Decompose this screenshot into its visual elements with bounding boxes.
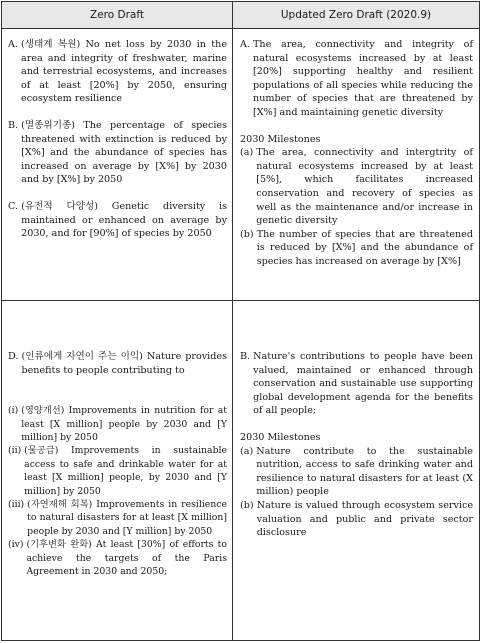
goal-a-zero [8,38,227,106]
column-divider [232,2,233,640]
sub-label: (iii) [8,499,28,511]
comparison-table [1,1,480,641]
goal-label: A. [240,39,254,50]
goal-text: (유전적 다양성) Genetic diversity is maintained or enhanced on average by 2030, and for [90%] of species by 2050 [21,200,227,240]
row2-right-cell [240,350,473,540]
row-divider [2,300,479,301]
header-updated-zero-draft: Updated Zero Draft (2020.9) [280,9,432,21]
milestone-a [240,445,473,499]
goal-label: D. [8,351,22,362]
row2-left-cell [8,350,227,578]
header-zero-draft: Zero Draft [90,9,144,21]
milestone-label: (b) [240,228,257,240]
milestone-label: (b) [240,499,257,511]
goal-label: C. [8,200,22,212]
goal-text: Nature's contributions to people have been valued, maintained or enhanced through conservation and sustainable use supporting global development agenda for the benefits of all people; [253,351,473,417]
goal-label: B. [8,119,22,131]
sub-item-iv [8,538,227,578]
milestone-b [240,228,473,269]
table-header-row [2,2,479,29]
sub-label: (iv) [8,539,27,551]
goal-label: A. [8,39,22,50]
milestone-text: Nature contribute to the sustainable nutrition, access to safe drinking water and resilience to natural disasters for at least (X million) people [256,445,473,498]
milestone-b [240,499,473,540]
goal-label: B. [240,351,254,362]
milestone-label: (a) [240,147,257,159]
goal-b-updated [240,350,473,418]
goal-text: (생태계 복원) No net loss by 2030 in the area and integrity of freshwater, marine and terrestrial ecosystems, and increases of at least [20%] by 2050, ensuring ecosystem resilience [21,39,227,105]
row1-right-cell [240,38,473,269]
sub-label: (ii) [8,445,25,457]
milestone-text: Nature is valued through ecosystem service valuation and public and private sector disclosure [256,499,473,539]
goal-b-zero [8,119,227,187]
sub-text: (자연재해 회복) Improvements in resilience to natural disasters for at least [X million] people by 2030 and [Y million] by 2050 [27,499,227,537]
sub-item-ii [8,444,227,498]
goal-text: (멸종위기종) The percentage of species threatened with extinction is reduced by [X%] and the abundance of species has increased on average by [X%] by 2030 and by [X%] by 2050 [21,119,227,186]
sub-label: (i) [8,405,22,417]
goal-c-zero [8,200,227,241]
sub-item-iii [8,498,227,538]
goal-a-updated [240,38,473,120]
sub-item-i [8,404,227,444]
sub-text: (영양개선) Improvements in nutrition for at least [X million] people by 2030 and [Y million] by 2050 [21,405,227,443]
milestone-text: The area, connectivity and intergtrity of natural ecosystems increased by at least [5%], which facilitates increased conservation and recovery of species as well as the maintenance and/or increase in genetic diversity [256,147,473,227]
row1-left-cell [8,38,227,241]
milestones-title: 2030 Milestones [240,133,321,145]
milestone-a [240,146,473,228]
milestone-text: The number of species that are threatened is reduced by [X%] and the abundance of species has increased on average by [X%] [256,228,473,267]
goal-d-zero [8,350,227,377]
sub-text: (물공급) Improvements in sustainable access to safe and drinkable water for at least [X million] people, by 2030 and [Y million] by 2050 [24,445,227,497]
goal-text: (인류에게 자연이 주는 이익) Nature provides benefits to people contributing to [21,351,227,376]
milestones-title: 2030 Milestones [240,431,321,443]
milestone-label: (a) [240,445,257,457]
sub-text: (기후변화 완화) At least [30%] of efforts to achieve the targets of the Paris Agreement in 2030 and 2050; [26,539,227,578]
goal-text: The area, connectivity and integrity of natural ecosystems increased by at least [20%] supporting healthy and resilient populations of all species while reducing the number of species that are threatened by [X%] and maintaining genetic diversity [253,39,473,118]
